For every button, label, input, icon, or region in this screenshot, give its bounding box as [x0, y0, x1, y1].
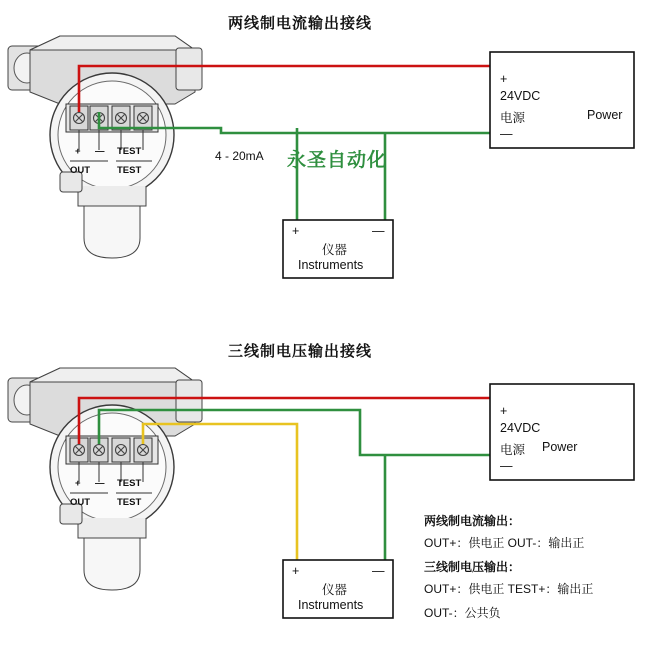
- legend-line-2: OUT+：供电正 OUT-：输出正: [424, 536, 585, 550]
- instrument-en-label-top: Instruments: [298, 258, 364, 272]
- terminal-mark-out-bottom: OUT: [70, 497, 91, 508]
- instrument-en-label-bottom: Instruments: [298, 598, 364, 612]
- signal-range-label: 4 - 20mA: [215, 149, 264, 163]
- terminal-plus-bottom: +: [75, 478, 81, 489]
- terminal-mark-out-top: OUT: [70, 165, 91, 176]
- terminal-test-bottom: TEST: [117, 478, 142, 489]
- terminal-test-top: TEST: [117, 146, 142, 157]
- power-minus-top: —: [500, 127, 513, 141]
- page-title-top: 两线制电流输出接线: [228, 15, 373, 32]
- power-en-label-top: Power: [587, 108, 623, 122]
- instrument-cn-label-top: 仪器: [322, 243, 348, 257]
- transmitter-bottom: [8, 368, 202, 590]
- instrument-minus-bottom: —: [372, 564, 385, 578]
- terminal-minus-bottom: —: [95, 478, 105, 489]
- instrument-minus-top: —: [372, 224, 385, 238]
- instrument-plus-bottom: +: [292, 564, 300, 578]
- terminal-plus-top: +: [75, 146, 81, 157]
- watermark-text: 永圣自动化: [287, 150, 388, 171]
- power-cn-label-top: 电源: [500, 111, 526, 125]
- instrument-plus-top: +: [292, 224, 300, 238]
- transmitter-top: [8, 36, 202, 258]
- power-en-label-bottom: Power: [542, 440, 578, 454]
- terminal-mark-test-top: TEST: [117, 165, 142, 176]
- power-plus-top: +: [500, 72, 508, 86]
- power-cn-label-bottom: 电源: [500, 443, 526, 457]
- power-voltage-top: 24VDC: [500, 89, 541, 103]
- terminal-minus-top: —: [95, 146, 105, 157]
- legend-line-5: OUT-：公共负: [424, 606, 501, 620]
- legend-line-1: 两线制电流输出：: [424, 514, 521, 528]
- terminal-mark-test-bottom: TEST: [117, 497, 142, 508]
- power-minus-bottom: —: [500, 459, 513, 473]
- instrument-cn-label-bottom: 仪器: [322, 583, 348, 597]
- power-voltage-bottom: 24VDC: [500, 421, 541, 435]
- legend-line-3: 三线制电压输出：: [424, 560, 521, 574]
- page-title-bottom: 三线制电压输出接线: [228, 343, 373, 360]
- power-plus-bottom: +: [500, 404, 508, 418]
- legend-line-4: OUT+：供电正 TEST+：输出正: [424, 582, 594, 596]
